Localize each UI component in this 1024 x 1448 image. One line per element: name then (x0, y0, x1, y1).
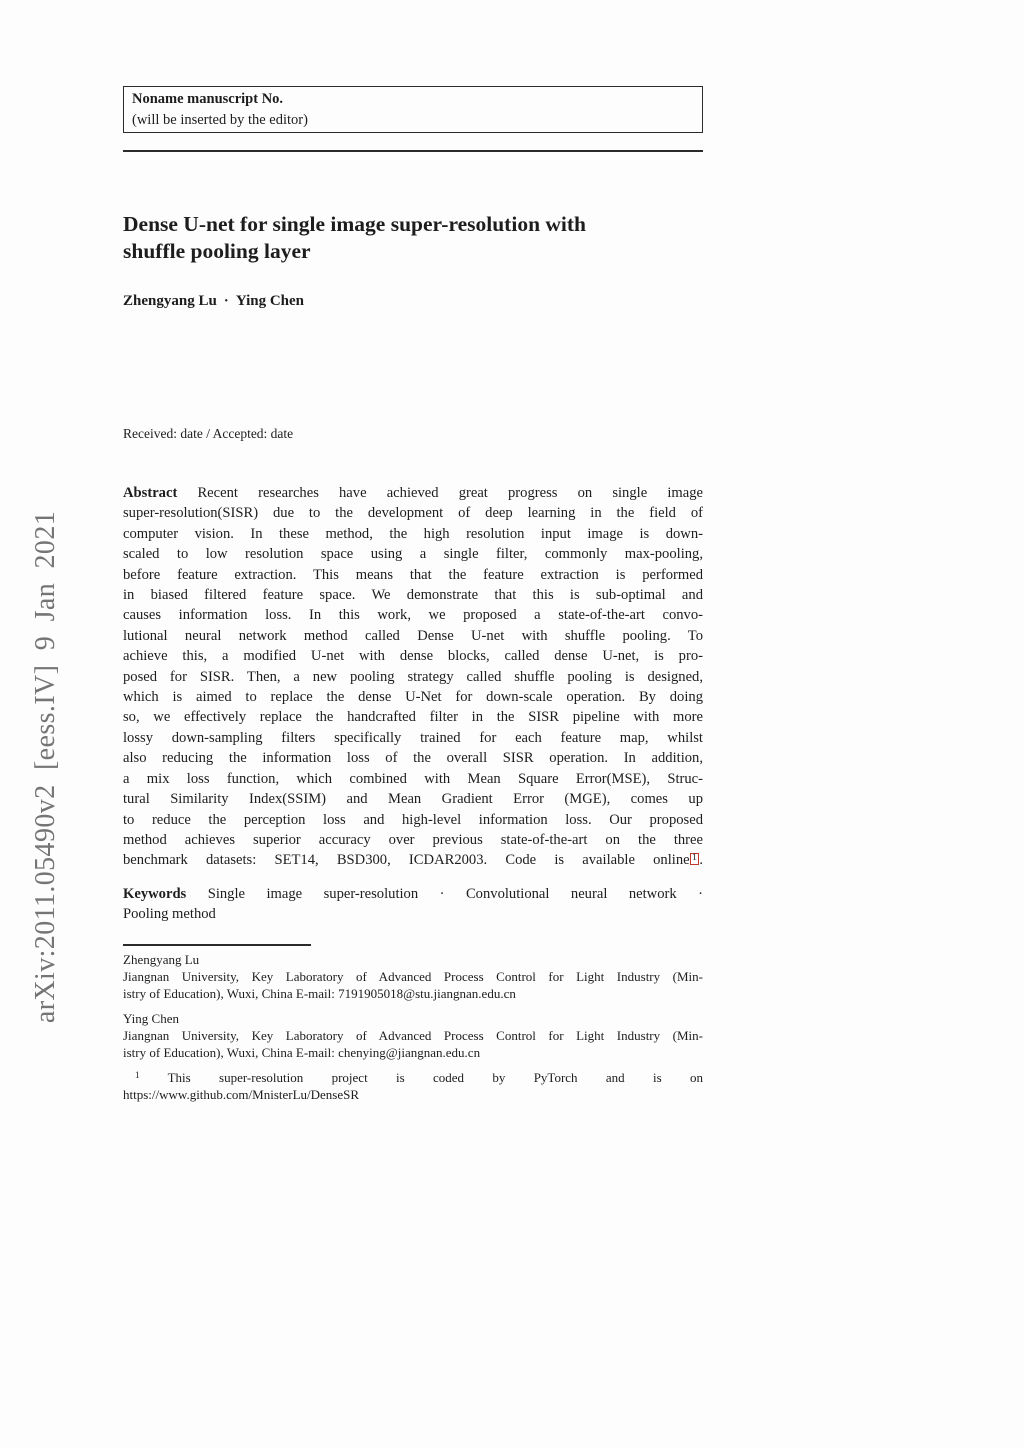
affiliation-email-line: istry of Education), Wuxi, China E-mail: chenying@jiangnan.edu.cn (123, 1045, 481, 1060)
affiliation-author-name: Ying Chen (123, 1011, 179, 1026)
arxiv-watermark: arXiv:2011.05490v2 [eess.IV] 9 Jan 2021 (30, 510, 61, 1024)
abstract-line: to reduce the perception loss and high-level information loss. Our proposed (123, 811, 703, 828)
abstract-first-line (123, 483, 703, 503)
header-rule (123, 150, 703, 152)
abstract-line: scaled to low resolution space using a single filter, commonly max-pooling, (123, 546, 703, 563)
affiliation-block (123, 1010, 703, 1061)
abstract-line: lutional neural network method called Dense U-net with shuffle pooling. To (123, 627, 703, 644)
manuscript-no-line: Noname manuscript No. (132, 91, 284, 107)
text-column (123, 0, 703, 1448)
footnote-url: https://www.github.com/MnisterLu/DenseSR (123, 1087, 360, 1102)
paper-title-line2: shuffle pooling layer (123, 239, 311, 263)
affiliations-section (123, 951, 703, 1069)
abstract-line: a mix loss function, which combined with Mean Square Error(MSE), Struc- (123, 770, 703, 787)
author-separator-dot: · (223, 293, 229, 309)
abstract-line: achieve this, a modified U-net with dense blocks, called dense U-net, is pro- (123, 648, 703, 665)
keywords-line1-text: Single image super-resolution · Convolutional neural network · (207, 886, 703, 902)
abstract-first-line-text: Recent researches have achieved great progress on single image (197, 485, 703, 501)
editor-note-line: (will be inserted by the editor) (132, 111, 308, 128)
paper-title-line1: Dense U-net for single image super-resolution with (123, 212, 587, 236)
authors-line (123, 293, 703, 310)
affiliation-email-line: istry of Education), Wuxi, China E-mail: 7191905018@stu.jiangnan.edu.cn (123, 986, 516, 1001)
abstract-body (123, 503, 703, 850)
author-1: Zhengyang Lu (123, 293, 217, 309)
footnote-rule (123, 944, 311, 946)
footnote-ref-link[interactable]: 1 (690, 853, 700, 865)
footnote-marker: 1 (135, 1070, 140, 1080)
affiliation-block (123, 951, 703, 1002)
footnote-section (123, 1067, 703, 1103)
abstract-line: before feature extraction. This means that the feature extraction is performed (123, 566, 703, 583)
keywords-second-line: Pooling method (123, 906, 216, 923)
abstract-line: super-resolution(SISR) due to the development of deep learning in the field of (123, 505, 703, 522)
abstract-line: computer vision. In these method, the high resolution input image is down- (123, 525, 703, 542)
keywords-section (123, 884, 703, 925)
author-2: Ying Chen (235, 293, 305, 309)
abstract-line: so, we effectively replace the handcrafted filter in the SISR pipeline with more (123, 709, 703, 726)
affiliation-author-name: Zhengyang Lu (123, 952, 200, 967)
keywords-label: Keywords (123, 886, 187, 902)
abstract-line: method achieves superior accuracy over previous state-of-the-art on the three (123, 831, 703, 848)
abstract-line: also reducing the information loss of the overall SISR operation. In addition, (123, 750, 703, 767)
abstract-line: in biased filtered feature space. We demonstrate that this is sub-optimal and (123, 587, 703, 604)
abstract-section (123, 483, 703, 871)
abstract-line: tural Similarity Index(SSIM) and Mean Gradient Error (MGE), comes up (123, 791, 703, 808)
abstract-last-line (123, 850, 703, 870)
affiliation-line: Jiangnan University, Key Laboratory of Advanced Process Control for Light Industry (Min- (123, 1028, 703, 1043)
affiliation-line: Jiangnan University, Key Laboratory of Advanced Process Control for Light Industry (Min- (123, 969, 703, 984)
paper-title (123, 211, 703, 265)
abstract-label: Abstract (123, 485, 178, 501)
footnote-text: This super-resolution project is coded by PyTorch and is on (167, 1070, 703, 1085)
received-accepted-line: Received: date / Accepted: date (123, 426, 294, 441)
manuscript-header-box (123, 86, 703, 133)
abstract-last-line-text: benchmark datasets: SET14, BSD300, ICDAR2003. Code is available online (123, 852, 690, 869)
footnote-text-line (123, 1067, 703, 1086)
abstract-line: lossy down-sampling filters specifically trained for each feature map, whilst (123, 729, 703, 746)
keywords-first-line (123, 884, 703, 904)
abstract-final-period: . (699, 852, 703, 869)
abstract-line: which is aimed to replace the dense U-Net for down-scale operation. By doing (123, 689, 703, 706)
abstract-line: posed for SISR. Then, a new pooling strategy called shuffle pooling is designed, (123, 668, 703, 685)
abstract-line: causes information loss. In this work, we proposed a state-of-the-art convo- (123, 607, 703, 624)
